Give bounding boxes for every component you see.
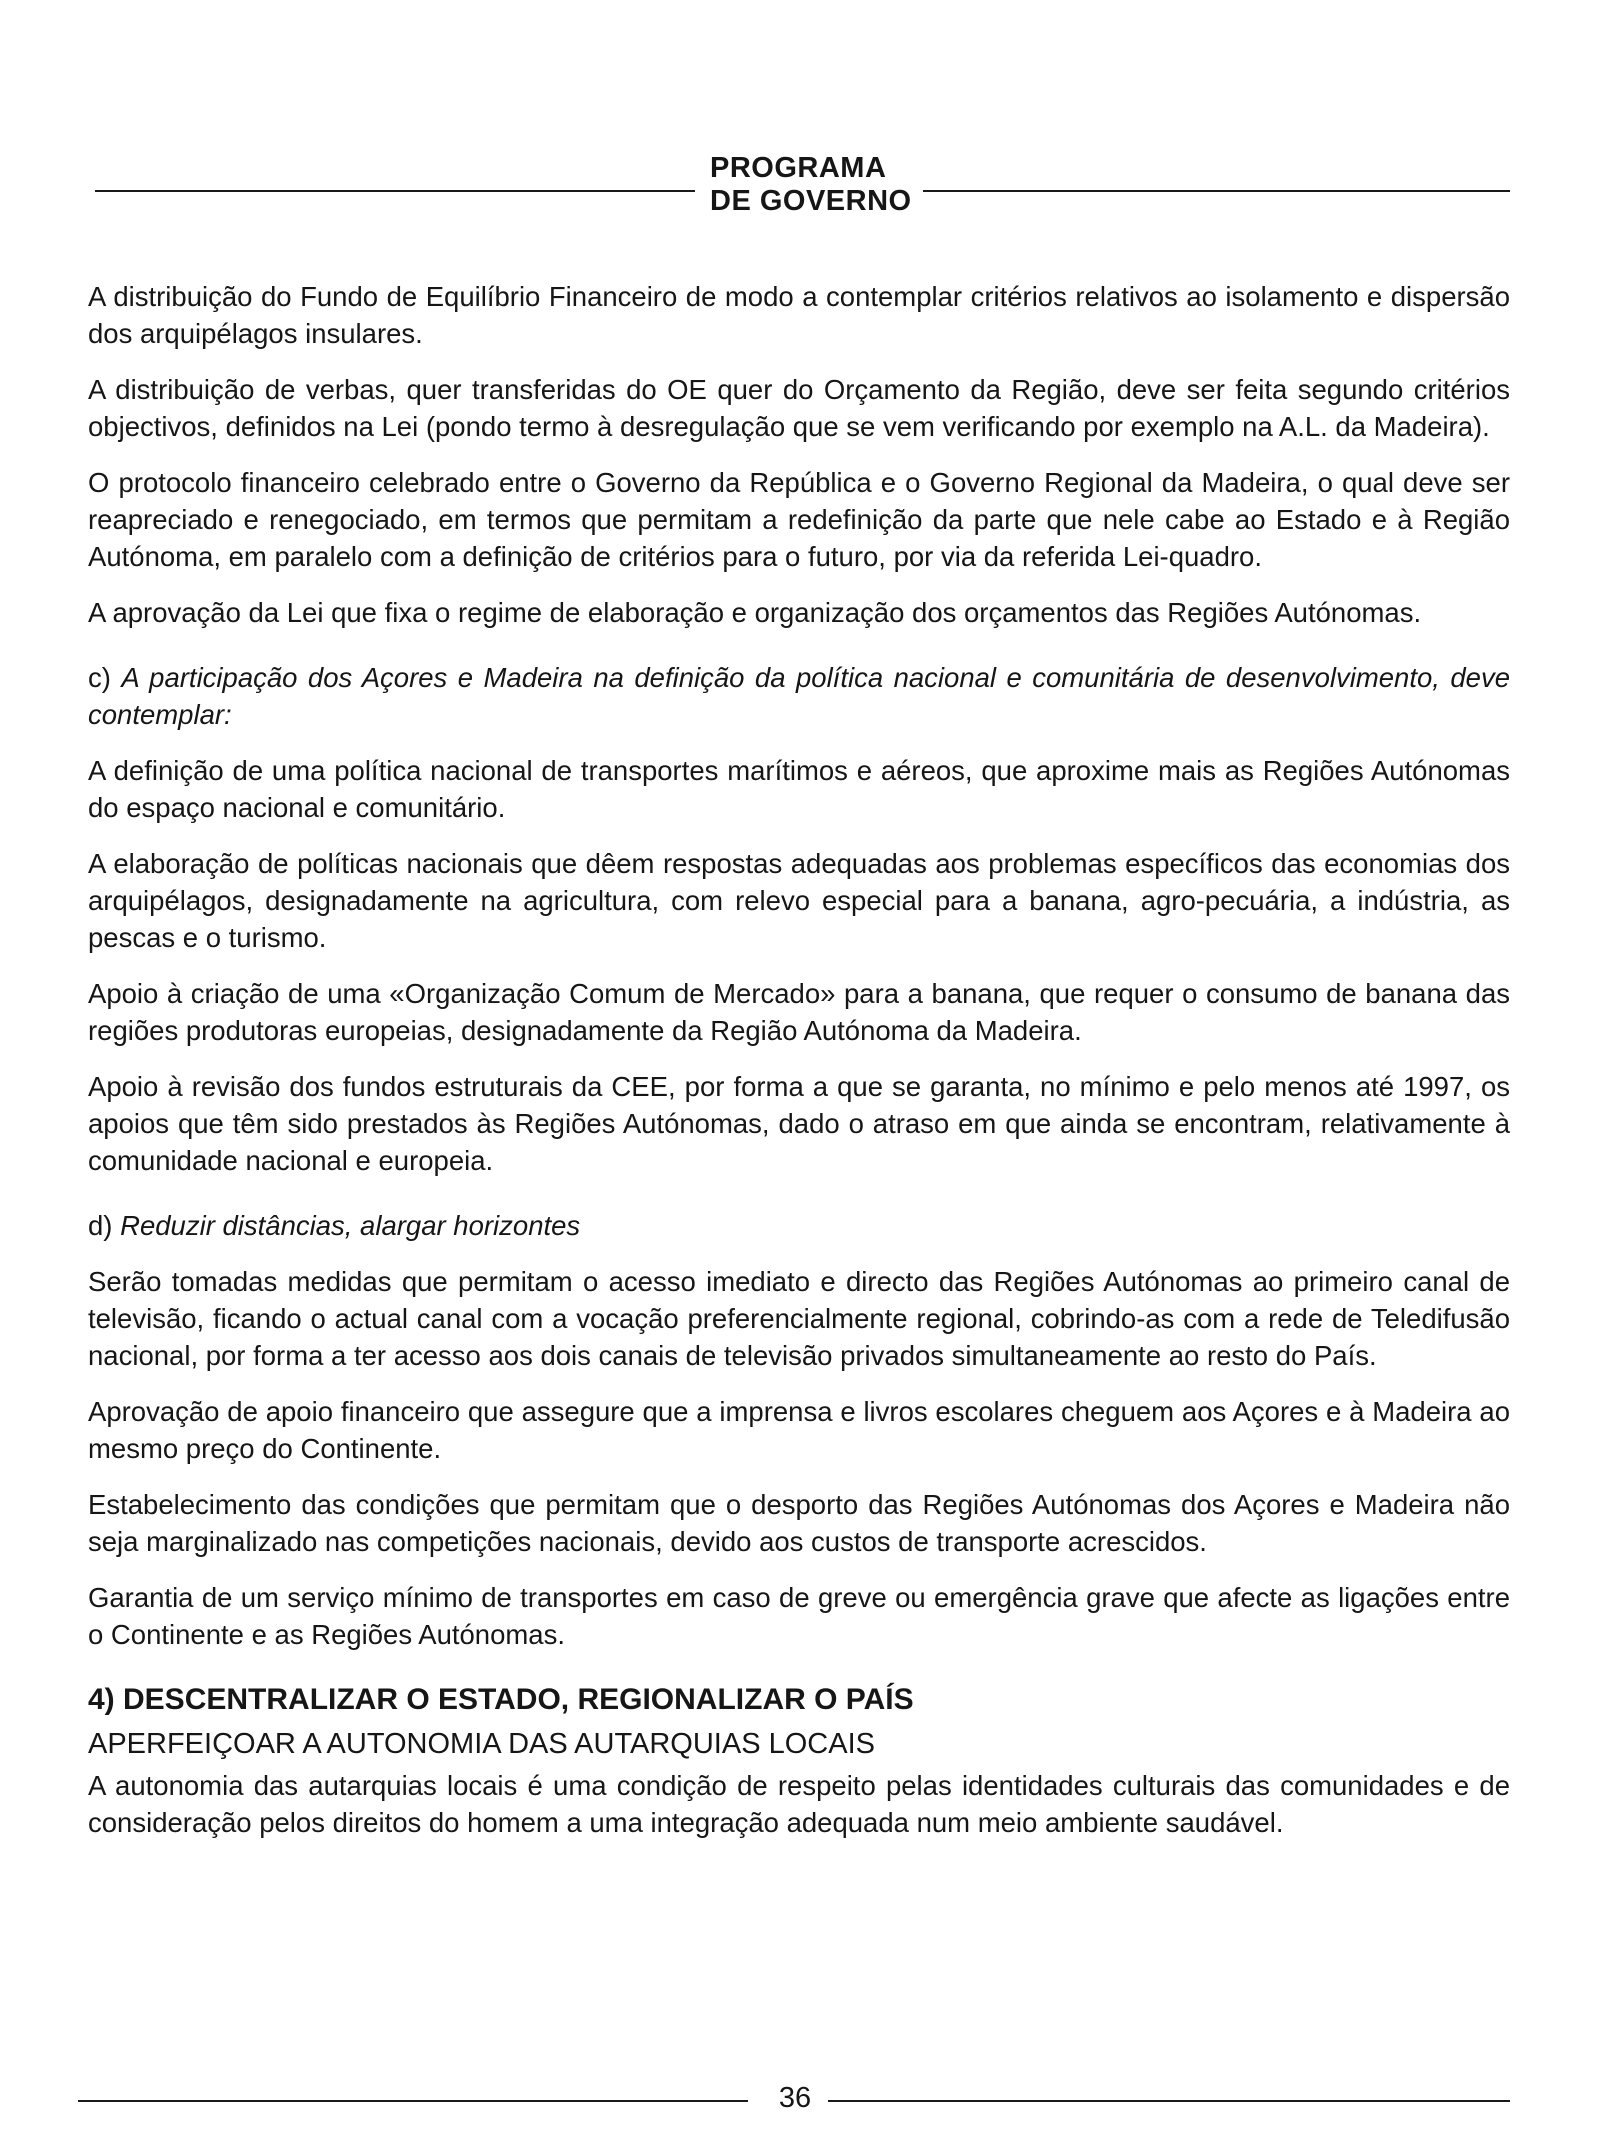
header-title-line-2: DE GOVERNO: [710, 185, 912, 217]
page-body: [88, 278, 1510, 1860]
header-rule-left: [95, 190, 695, 192]
page-footer: [78, 2077, 1510, 2117]
paragraph: A autonomia das autarquias locais é uma condição de respeito pelas identidades culturais das comunidades e de consideração pelos direitos do homem a uma integração adequada num meio ambiente saudável.: [88, 1770, 1510, 1838]
item-d-label: d): [88, 1210, 113, 1241]
item-c-label: c): [88, 662, 111, 693]
item-d-text: Reduzir distâncias, alargar horizontes: [120, 1210, 581, 1241]
paragraph: Serão tomadas medidas que permitam o acesso imediato e directo das Regiões Autónomas ao primeiro canal de televisão, ficando o actual canal com a vocação preferencialmente regional, cobrindo-as com a rede de Teledifusão nacional, por forma a ter acesso aos dois canais de televisão privados simultaneamente ao resto do País.: [88, 1266, 1510, 1371]
header-rule-right: [923, 190, 1510, 192]
page-number: 36: [778, 2082, 812, 2114]
header-title-line-1: PROGRAMA: [710, 152, 887, 184]
item-c-text: A participação dos Açores e Madeira na definição da política nacional e comunitária de desenvolvimento, deve contemplar:: [88, 662, 1511, 730]
paragraph: O protocolo financeiro celebrado entre o Governo da República e o Governo Regional da Madeira, o qual deve ser reapreciado e renegociado, em termos que permitam a redefinição da parte que nele cabe ao Estado e à Região Autónoma, em paralelo com a definição de critérios para o futuro, por via da referida Lei-quadro.: [88, 467, 1510, 572]
item-c-heading: [88, 659, 1510, 733]
paragraph: Apoio à criação de uma «Organização Comum de Mercado» para a banana, que requer o consumo de banana das regiões produtoras europeias, designadamente da Região Autónoma da Madeira.: [88, 978, 1510, 1046]
paragraph: A definição de uma política nacional de transportes marítimos e aéreos, que aproxime mais as Regiões Autónomas do espaço nacional e comunitário.: [88, 755, 1510, 823]
header-title: [710, 152, 920, 218]
paragraph: Apoio à revisão dos fundos estruturais da CEE, por forma a que se garanta, no mínimo e pelo menos até 1997, os apoios que têm sido prestados às Regiões Autónomas, dado o atraso em que ainda se encontram, relativamente à comunidade nacional e europeia.: [88, 1071, 1510, 1176]
paragraph: A distribuição de verbas, quer transferidas do OE quer do Orçamento da Região, deve ser feita segundo critérios objectivos, definidos na Lei (pondo termo à desregulação que se vem verificando por exemplo na A.L. da Madeira).: [88, 374, 1510, 442]
section-4-heading: 4) DESCENTRALIZAR O ESTADO, REGIONALIZAR O PAÍS: [88, 1683, 914, 1716]
paragraph: Aprovação de apoio financeiro que assegure que a imprensa e livros escolares cheguem aos Açores e à Madeira ao mesmo preço do Continente.: [88, 1396, 1510, 1464]
item-d-heading: [88, 1207, 1510, 1244]
paragraph: A distribuição do Fundo de Equilíbrio Financeiro de modo a contemplar critérios relativos ao isolamento e dispersão dos arquipélagos insulares.: [88, 281, 1510, 349]
paragraph: A elaboração de políticas nacionais que dêem respostas adequadas aos problemas específicos das economias dos arquipélagos, designadamente na agricultura, com relevo especial para a banana, agro-pecuária, a indústria, as pescas e o turismo.: [88, 848, 1510, 953]
footer-rule-right: [828, 2100, 1510, 2102]
paragraph: Estabelecimento das condições que permitam que o desporto das Regiões Autónomas dos Açores e Madeira não seja marginalizado nas competições nacionais, devido aos custos de transporte acrescidos.: [88, 1489, 1510, 1557]
page-header: [95, 152, 1510, 218]
section-4-subheading: APERFEIÇOAR A AUTONOMIA DAS AUTARQUIAS LOCAIS: [88, 1728, 875, 1760]
footer-rule-left: [78, 2100, 748, 2102]
paragraph: A aprovação da Lei que fixa o regime de elaboração e organização dos orçamentos das Regiões Autónomas.: [88, 597, 1422, 628]
paragraph: Garantia de um serviço mínimo de transportes em caso de greve ou emergência grave que afecte as ligações entre o Continente e as Regiões Autónomas.: [88, 1582, 1510, 1650]
